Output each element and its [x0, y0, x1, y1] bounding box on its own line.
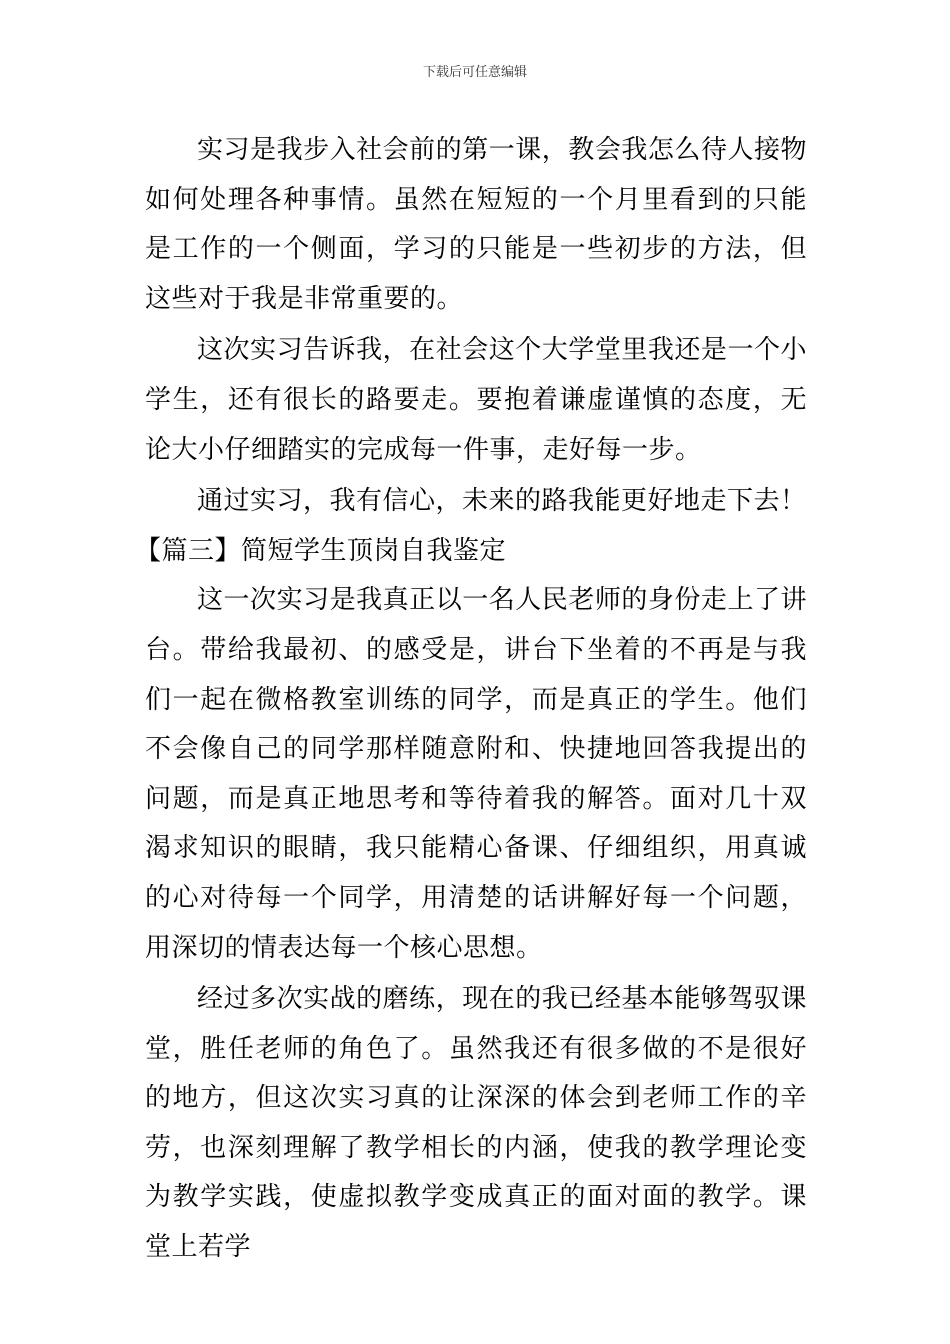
page-header: 下载后可任意编辑 [422, 65, 527, 80]
paragraph-1: 实习是我步入社会前的第一课，教会我怎么待人接物如何处理各种事情。虽然在短短的一个月里看到的只能是工作的一个侧面，学习的只能是一些初步的方法，但这些对于我是非常重要的。 [145, 135, 807, 314]
paragraph-5: 经过多次实战的磨练，现在的我已经基本能够驾驭课堂，胜任老师的角色了。虽然我还有很多做的不是很好的地方，但这次实习真的让深深的体会到老师工作的辛劳，也深刻理解了教学相长的内涵，使我的教学理论变为教学实践，使虚拟教学变成真正的面对面的教学。课堂上若学 [145, 984, 807, 1263]
paragraph-4: 这一次实习是我真正以一名人民老师的身份走上了讲台。带给我最初、的感受是，讲台下坐着的不再是与我们一起在微格教室训练的同学，而是真正的学生。他们不会像自己的同学那样随意附和、快捷地回答我提出的问题，而是真正地思考和等待着我的解答。面对几十双渴求知识的眼睛，我只能精心备课、仔细组织，用真诚的心对待每一个同学，用清楚的话讲解好每一个问题，用深切的情表达每一个核心思想。 [145, 585, 807, 963]
document-body [135, 126, 807, 1273]
paragraph-3: 通过实习，我有信心，未来的路我能更好地走下去！ [197, 486, 807, 517]
paragraph-2: 这次实习告诉我，在社会这个大学堂里我还是一个小学生，还有很长的路要走。要抱着谦虚谨慎的态度，无论大小仔细踏实的完成每一件事，走好每一步。 [145, 335, 807, 465]
section-heading: 【篇三】简短学生顶岗自我鉴定 [135, 535, 507, 566]
